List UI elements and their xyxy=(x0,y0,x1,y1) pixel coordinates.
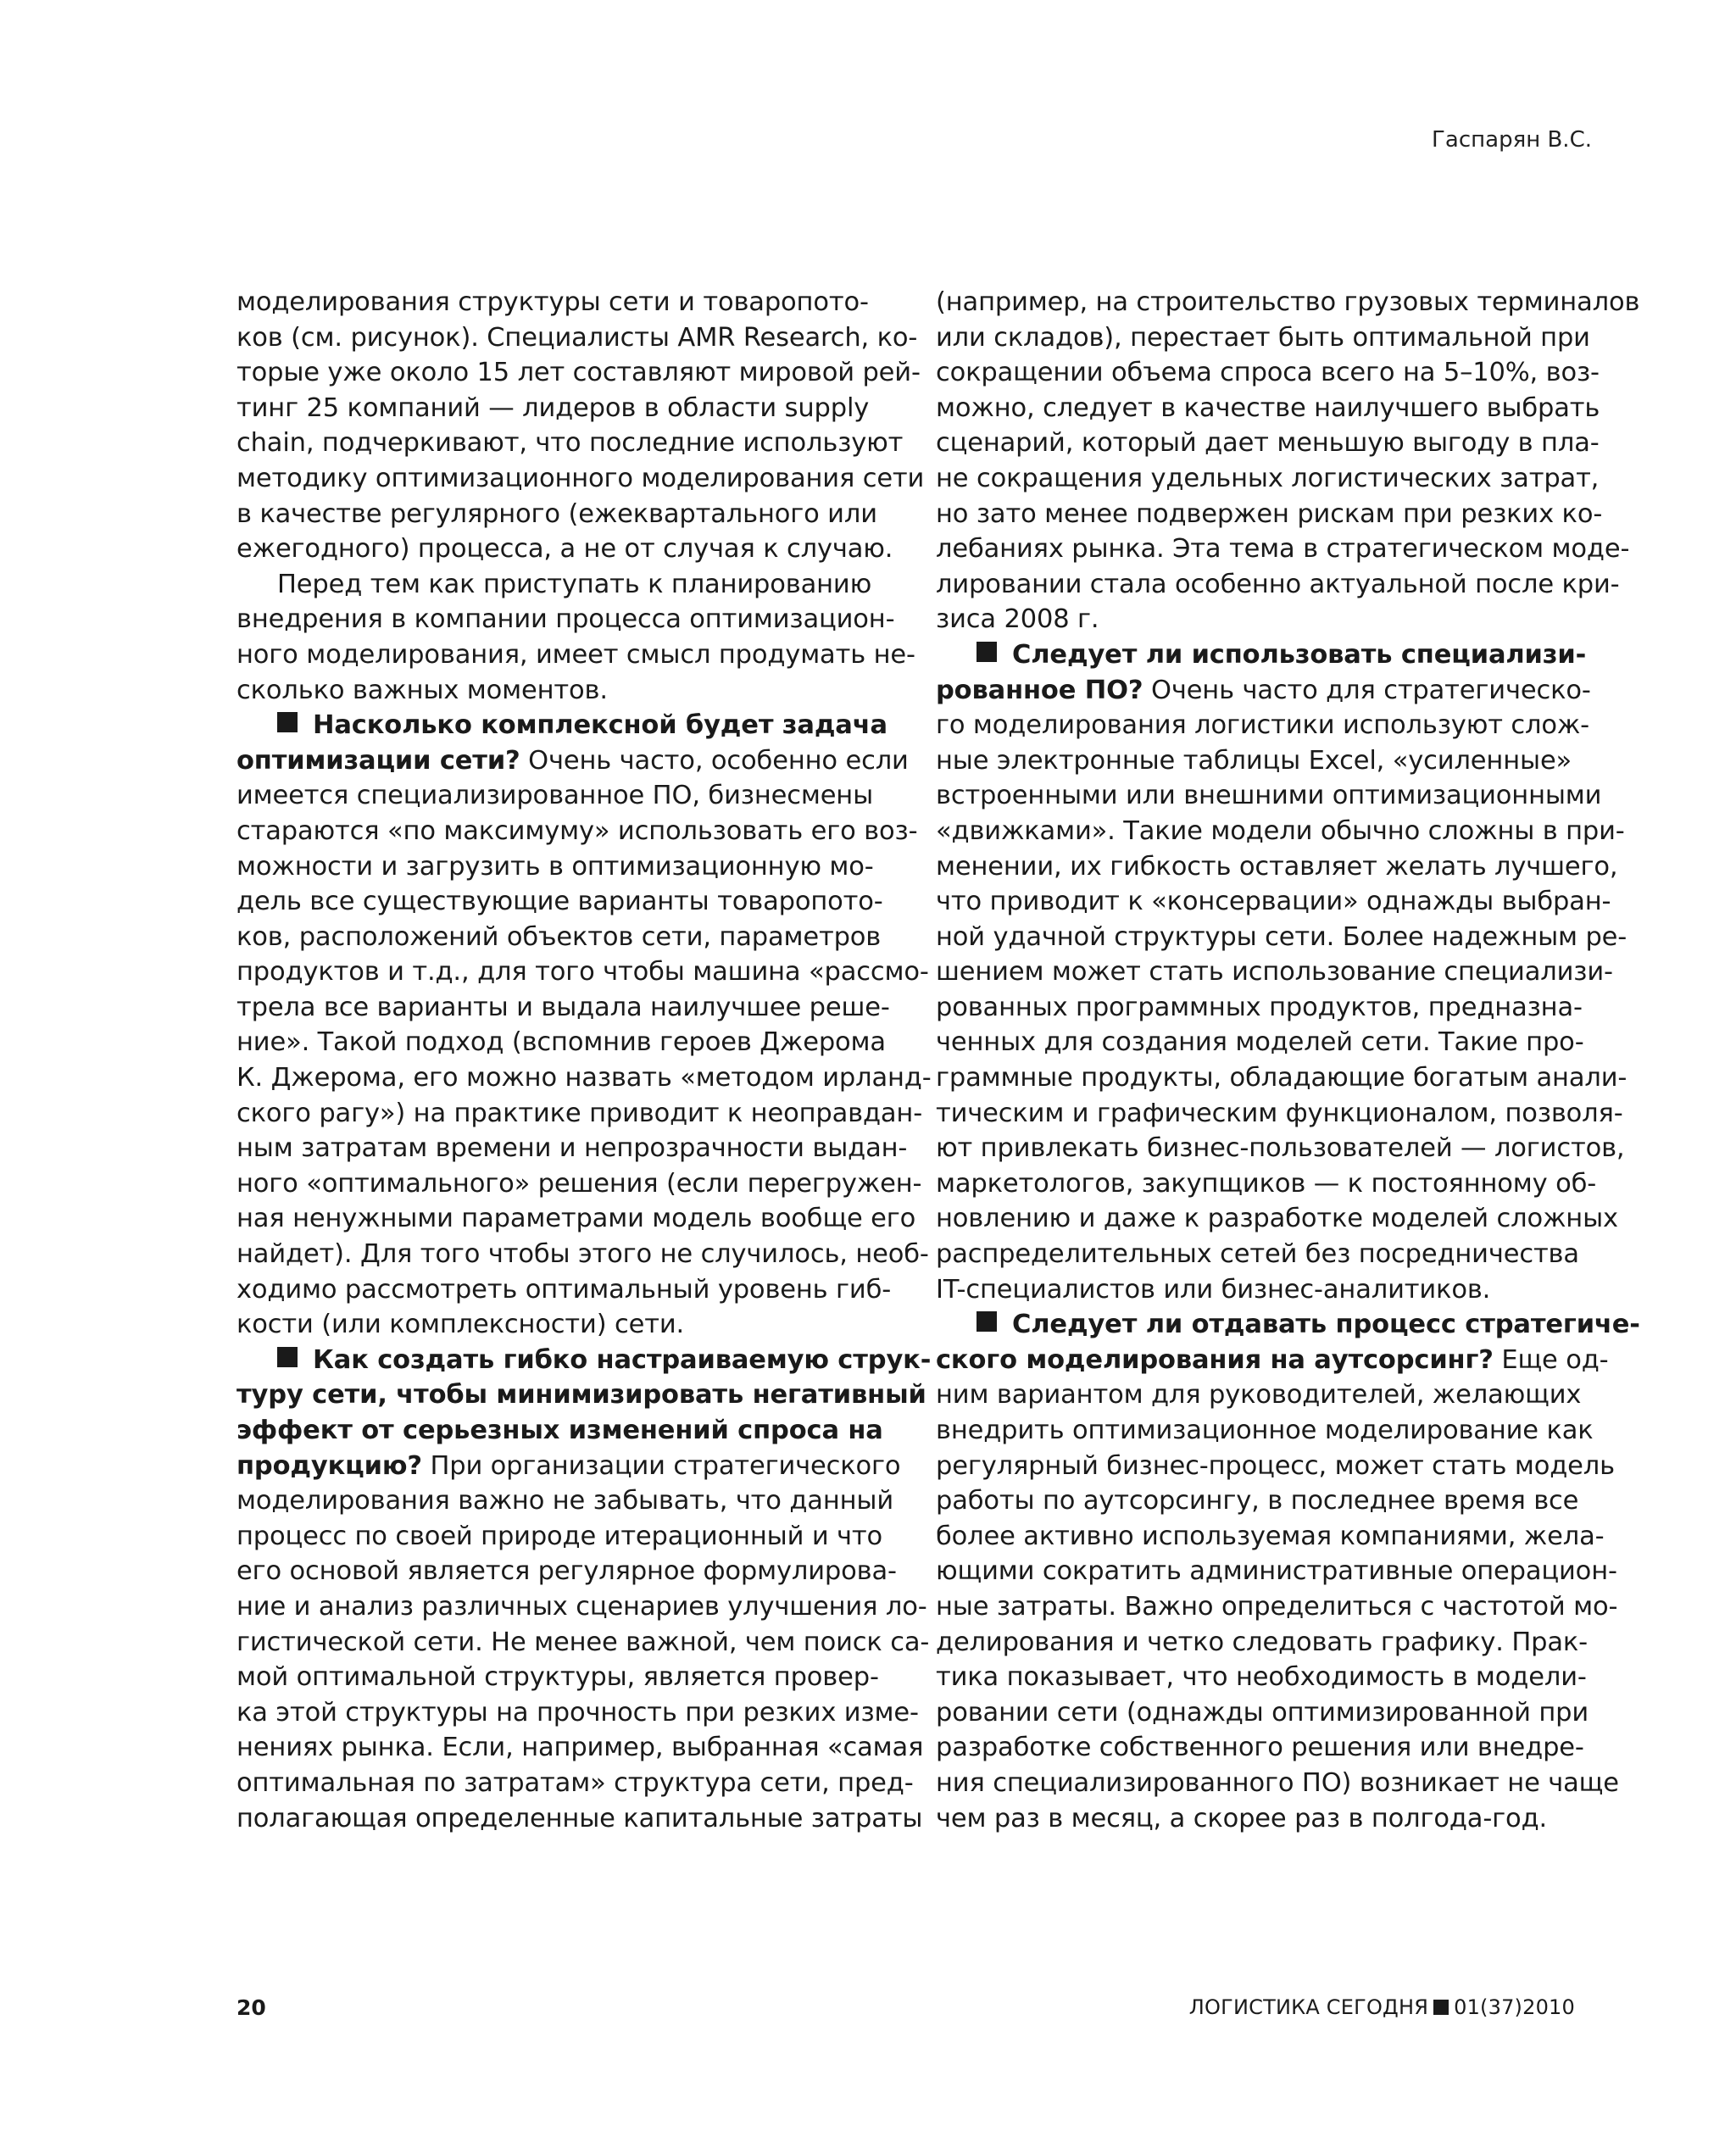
body-text: Очень часто для стратегическо- xyxy=(1143,675,1591,705)
body-text: граммные продукты, обладающие богатым анали- xyxy=(936,1063,1628,1093)
journal-footer xyxy=(1189,1995,1575,2019)
body-text: ходимо рассмотреть оптимальный уровень гиб- xyxy=(236,1274,892,1305)
body-text: мой оптимальной структуры, является провер- xyxy=(236,1662,879,1693)
text-line xyxy=(936,1343,1609,1378)
bold-heading-text: рованное ПО? xyxy=(936,675,1143,705)
text-line xyxy=(936,602,1578,637)
square-separator-icon xyxy=(1433,2000,1449,2015)
text-line xyxy=(236,1201,916,1237)
text-line xyxy=(236,1343,932,1378)
body-text: методику оптимизационного моделирования сети xyxy=(236,463,925,493)
body-text: более активно используемая компаниями, жела- xyxy=(936,1521,1605,1551)
bold-heading-text: туру сети, чтобы минимизировать негативный xyxy=(236,1380,926,1410)
text-line xyxy=(936,1766,1619,1801)
text-line xyxy=(936,1025,1584,1060)
body-text: ков (см. рисунок). Специалисты AMR Research, ко- xyxy=(236,322,918,353)
text-line xyxy=(236,1483,894,1519)
text-line xyxy=(236,1801,923,1837)
text-line xyxy=(936,1201,1618,1237)
body-text: шением может стать использование специализи- xyxy=(936,957,1613,988)
body-text: найдет). Для того чтобы этого не случилось, необ- xyxy=(236,1239,929,1270)
text-line xyxy=(936,1166,1597,1202)
body-text: процесс по своей природе итерационный и что xyxy=(236,1521,883,1551)
body-text: маркетологов, закупщиков — к постоянному об- xyxy=(936,1168,1597,1199)
text-line xyxy=(236,1307,879,1343)
body-text: работы по аутсорсингу, в последнее время все xyxy=(936,1486,1579,1516)
journal-issue: 01(37)2010 xyxy=(1454,1995,1575,2019)
text-line xyxy=(236,1131,908,1166)
body-text: ежегодного) процесса, а не от случая к случаю. xyxy=(236,534,893,565)
body-text: сколько важных моментов. xyxy=(236,675,608,705)
text-line xyxy=(236,743,909,779)
body-text: ной удачной структуры сети. Более надежным ре- xyxy=(936,921,1628,952)
body-text: не сокращения удельных логистических затрат, xyxy=(936,463,1600,493)
text-line xyxy=(936,637,1587,673)
bold-heading-text: продукцию? xyxy=(236,1450,422,1481)
body-text: ного моделирования, имеет смысл продумать не- xyxy=(236,639,915,670)
text-line xyxy=(236,285,879,320)
text-line xyxy=(936,1060,1628,1096)
square-bullet-icon xyxy=(277,712,298,732)
text-line xyxy=(936,497,1603,532)
text-line xyxy=(236,849,879,885)
body-text: ные электронные таблицы Excel, «усиленные» xyxy=(936,745,1572,776)
bold-heading-text: Как создать гибко настраиваемую струк- xyxy=(313,1344,932,1375)
text-line xyxy=(236,673,879,709)
bold-heading-text: Следует ли отдавать процесс стратегиче- xyxy=(1012,1310,1640,1340)
bold-heading-text: ского моделирования на аутсорсинг? xyxy=(936,1344,1494,1375)
text-line xyxy=(236,1730,924,1766)
text-line xyxy=(936,320,1590,356)
text-line xyxy=(936,1131,1625,1166)
body-text: «движками». Такие модели обычно сложны в при- xyxy=(936,815,1625,846)
text-line xyxy=(936,426,1600,461)
body-text: новлению и даже к разработке моделей сложных xyxy=(936,1204,1618,1234)
body-text: сценарий, который дает меньшую выгоду в пла- xyxy=(936,428,1600,459)
body-text: продуктов и т.д., для того чтобы машина «рассмо- xyxy=(236,957,929,988)
text-line xyxy=(236,1025,886,1060)
body-text: ровании сети (однажды оптимизированной при xyxy=(936,1697,1589,1728)
body-text: кости (или комплексности) сети. xyxy=(236,1310,685,1340)
text-line xyxy=(236,1695,919,1731)
text-line xyxy=(936,1413,1594,1449)
text-line xyxy=(236,1413,883,1449)
body-text: разработке собственного решения или внедре- xyxy=(936,1733,1584,1763)
body-text: лебаниях рынка. Эта тема в стратегическом моде- xyxy=(936,534,1630,565)
text-line xyxy=(936,673,1591,709)
text-line xyxy=(236,1449,901,1484)
left-text-column xyxy=(236,285,932,1836)
body-text: ния специализированного ПО) возникает не чаще xyxy=(936,1767,1619,1798)
bold-heading-text: оптимизации сети? xyxy=(236,745,520,776)
body-text: дель все существующие варианты товаропото- xyxy=(236,887,883,917)
bold-heading-text: Следует ли использовать специализи- xyxy=(1012,639,1587,670)
text-line xyxy=(236,1554,897,1589)
body-text: в качестве регулярного (ежеквартального или xyxy=(236,498,877,529)
text-line xyxy=(936,849,1618,885)
text-line xyxy=(236,391,879,426)
square-bullet-icon xyxy=(976,1311,997,1332)
body-text: ют привлекать бизнес-пользователей — логистов, xyxy=(936,1133,1625,1164)
body-text: (например, на строительство грузовых терминалов xyxy=(936,287,1640,317)
page-number: 20 xyxy=(236,1995,266,2020)
bold-heading-text: Насколько комплексной будет задача xyxy=(313,710,887,741)
text-line xyxy=(936,778,1602,814)
text-line xyxy=(936,1272,1578,1308)
body-text: рованных программных продуктов, предназна- xyxy=(936,992,1583,1022)
text-line xyxy=(236,531,893,567)
body-text: торые уже около 15 лет составляют мировой рей- xyxy=(236,358,921,388)
body-text: ющими сократить административные операцион- xyxy=(936,1556,1617,1587)
body-text: можно, следует в качестве наилучшего выбрать xyxy=(936,392,1600,423)
text-line xyxy=(936,1483,1578,1519)
text-line xyxy=(936,920,1628,955)
body-text: ная ненужными параметрами модель вообще его xyxy=(236,1204,916,1234)
body-text: Еще од- xyxy=(1493,1344,1609,1375)
text-line xyxy=(236,1377,926,1413)
text-line xyxy=(236,708,887,743)
text-line xyxy=(236,637,915,673)
bold-heading-text: эффект от серьезных изменений спроса на xyxy=(236,1416,883,1445)
text-line xyxy=(936,391,1600,426)
body-text: можности и загрузить в оптимизационную мо- xyxy=(236,851,874,882)
body-text: внедрить оптимизационное моделирование как xyxy=(936,1416,1594,1445)
body-text: ние и анализ различных сценариев улучшения ло- xyxy=(236,1591,927,1622)
text-line xyxy=(236,990,890,1026)
text-line xyxy=(936,990,1583,1026)
body-text: но зато менее подвержен рискам при резких ко- xyxy=(936,498,1603,529)
text-line xyxy=(936,355,1600,391)
text-line xyxy=(236,1166,922,1202)
text-line xyxy=(936,708,1590,743)
text-line xyxy=(236,814,918,849)
body-text: тическим и графическим функционалом, позволя- xyxy=(936,1098,1623,1128)
body-text: ского рагу») на практике приводит к неоправдан- xyxy=(236,1098,923,1128)
text-line xyxy=(936,743,1578,779)
body-text: К. Джерома, его можно назвать «методом ирланд- xyxy=(236,1063,932,1093)
body-text: трела все варианты и выдала наилучшее реше- xyxy=(236,992,890,1022)
body-text: регулярный бизнес-процесс, может стать модель xyxy=(936,1450,1615,1481)
page-header-author: Гаспарян В.С. xyxy=(1432,127,1592,153)
body-text: IT-специалистов или бизнес-аналитиков. xyxy=(936,1274,1491,1305)
text-line xyxy=(936,1096,1623,1132)
body-text: Перед тем как приступать к планированию xyxy=(277,569,872,599)
journal-title: ЛОГИСТИКА СЕГОДНЯ xyxy=(1188,1995,1429,2019)
text-line xyxy=(936,1519,1605,1555)
text-line xyxy=(236,602,895,637)
body-text: моделирования структуры сети и товаропото- xyxy=(236,287,869,317)
text-line xyxy=(936,1801,1578,1837)
text-line xyxy=(236,426,904,461)
body-text: оптимальная по затратам» структура сети, пред- xyxy=(236,1767,914,1798)
text-line xyxy=(936,1237,1578,1272)
body-text: ним вариантом для руководителей, желающих xyxy=(936,1380,1582,1410)
text-line xyxy=(236,1589,927,1625)
body-text: что приводит к «консервации» однажды выбран- xyxy=(936,887,1611,917)
square-bullet-icon xyxy=(976,642,997,662)
text-line xyxy=(936,1625,1589,1661)
body-text: внедрения в компании процесса оптимизацион- xyxy=(236,604,895,635)
body-text: При организации стратегического xyxy=(421,1450,901,1481)
body-text: ные затраты. Важно определиться с частотой мо- xyxy=(936,1591,1618,1622)
text-line xyxy=(936,461,1600,497)
text-line xyxy=(236,954,929,990)
text-line xyxy=(936,1554,1617,1589)
body-text: го моделирования логистики используют слож- xyxy=(936,710,1590,741)
text-line xyxy=(236,1096,923,1132)
text-line xyxy=(236,1272,892,1308)
text-line xyxy=(936,567,1620,603)
text-line xyxy=(236,355,921,391)
body-text: chain, подчеркивают, что последние используют xyxy=(236,428,904,459)
body-text: или складов), перестает быть оптимальной при xyxy=(936,322,1590,353)
text-line xyxy=(936,285,1640,320)
body-text: тинг 25 компаний — лидеров в области supply xyxy=(236,392,870,423)
text-line xyxy=(936,954,1613,990)
text-line xyxy=(236,461,925,497)
body-text: нениях рынка. Если, например, выбранная «самая xyxy=(236,1733,924,1763)
body-text: моделирования важно не забывать, что данный xyxy=(236,1486,894,1516)
body-text: ным затратам времени и непрозрачности выдан- xyxy=(236,1133,908,1164)
text-line xyxy=(236,884,883,920)
body-text: тика показывает, что необходимость в модели- xyxy=(936,1662,1587,1693)
body-text: лировании стала особенно актуальной после кри- xyxy=(936,569,1620,599)
text-line xyxy=(936,1449,1615,1484)
body-text: распределительных сетей без посредничества xyxy=(936,1239,1579,1270)
text-line xyxy=(936,1307,1640,1343)
text-line xyxy=(936,1377,1582,1413)
square-bullet-icon xyxy=(277,1347,298,1367)
text-line xyxy=(936,531,1630,567)
text-line xyxy=(936,1730,1584,1766)
body-text: гистической сети. Не менее важной, чем поиск са- xyxy=(236,1627,930,1657)
text-line xyxy=(936,1695,1589,1731)
text-line xyxy=(236,1625,930,1661)
body-text: зиса 2008 г. xyxy=(936,604,1099,635)
body-text: менении, их гибкость оставляет желать лучшего, xyxy=(936,851,1618,882)
text-line xyxy=(236,1237,929,1272)
text-line xyxy=(236,1766,914,1801)
text-line xyxy=(236,1060,932,1096)
body-text: делирования и четко следовать графику. Прак- xyxy=(936,1627,1589,1657)
text-line xyxy=(936,884,1611,920)
text-line xyxy=(236,1660,879,1695)
body-text: встроенными или внешними оптимизационными xyxy=(936,781,1602,811)
right-text-column xyxy=(936,285,1640,1836)
text-line xyxy=(236,497,879,532)
body-text: его основой является регулярное формулирова- xyxy=(236,1556,897,1587)
body-text: ков, расположений объектов сети, параметров xyxy=(236,921,882,952)
text-line xyxy=(236,778,879,814)
body-text: ка этой структуры на прочность при резких изме- xyxy=(236,1697,919,1728)
body-text: стараются «по максимуму» использовать его воз- xyxy=(236,815,918,846)
body-text: ченных для создания моделей сети. Такие про- xyxy=(936,1027,1584,1058)
body-text: Очень часто, особенно если xyxy=(520,745,909,776)
body-text: чем раз в месяц, а скорее раз в полгода-год. xyxy=(936,1803,1548,1833)
text-line xyxy=(936,1660,1587,1695)
text-line xyxy=(236,567,879,603)
body-text: сокращении объема спроса всего на 5–10%, воз- xyxy=(936,358,1600,388)
body-text: имеется специализированное ПО, бизнесмены xyxy=(236,781,874,811)
text-line xyxy=(936,814,1625,849)
body-text: ние». Такой подход (вспомнив героев Джерома xyxy=(236,1027,886,1058)
body-text: полагающая определенные капитальные затраты xyxy=(236,1803,923,1833)
body-text: ного «оптимального» решения (если перегружен- xyxy=(236,1168,922,1199)
text-line xyxy=(236,320,918,356)
text-line xyxy=(936,1589,1618,1625)
text-line xyxy=(236,1519,883,1555)
text-line xyxy=(236,920,882,955)
